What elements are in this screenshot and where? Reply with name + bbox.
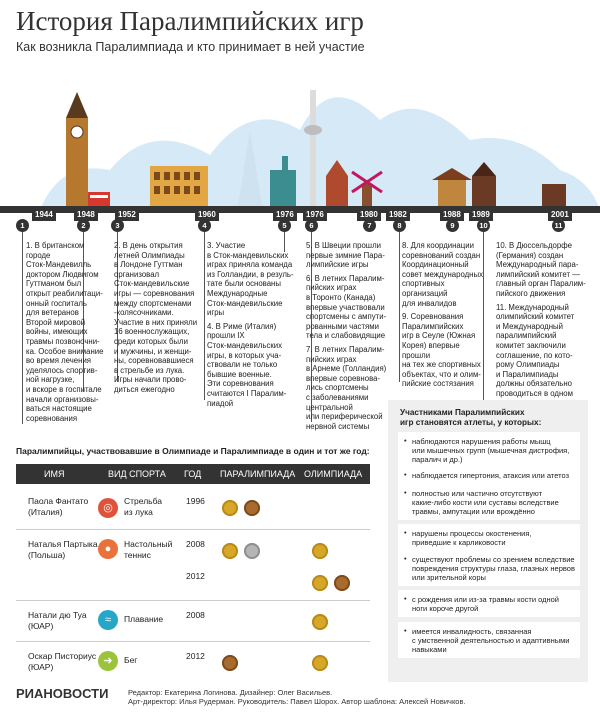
event-10: 10. В Дюссельдорфе (Германия) создан Международный пара- лимпийский комитет — главный орган Паралим- пийского движения 11. Международный олимпийский комитет и Международный паралимпийский комитет заключили соглашение, по кото- рому Олимпиады и Паралимпиады должны обязательно проводиться в одном — [496, 241, 586, 398]
col-olympics: ОЛИМПИАДА — [304, 469, 363, 479]
year-label: 1944 — [32, 209, 56, 221]
criteria-item: • имеется инвалидность, связанная с умственной деятельностью и адаптивными навыками — [398, 622, 580, 658]
criteria-item: • наблюдаются нарушения работы мышц или мышечных групп (мышечная дистрофия, паралич и др.) — [398, 432, 580, 468]
colosseum-icon — [150, 166, 208, 206]
gold-medal-icon — [222, 500, 238, 516]
bronze-medal-icon — [334, 575, 350, 591]
gold-medal-icon — [222, 543, 238, 559]
criteria-item: • существуют проблемы со зрением вследствие повреждения структуры глаза, глазных нервов или зрительной коры — [398, 550, 580, 586]
year-value: 2012 — [186, 571, 205, 581]
olympic-participation-icon — [312, 614, 328, 630]
criteria-item: • с рождения или из-за травмы кости одной ноги короче другой — [398, 590, 580, 617]
event-number: 9 — [446, 219, 459, 232]
table-title: Паралимпийцы, участвовавшие в Олимпиаде и Паралимпиаде в один и тот же год: — [16, 446, 370, 456]
table-row — [16, 602, 370, 642]
event-number: 6 — [305, 219, 318, 232]
athlete-name: Наталья Партыка (Польша) — [28, 539, 98, 560]
event-number: 5 — [278, 219, 291, 232]
year-label: 1988 — [440, 209, 464, 221]
london-bus-icon — [88, 192, 110, 206]
timeline-connector — [204, 232, 205, 400]
table-row — [16, 486, 370, 530]
year-value: 1996 — [186, 496, 205, 506]
sport-name: Бег — [124, 655, 138, 665]
criteria-item: • нарушены процессы окостенения, приведшие к карликовости — [398, 524, 580, 551]
event-number: 11 — [552, 219, 565, 232]
silver-medal-icon — [244, 543, 260, 559]
bronze-medal-icon — [222, 655, 238, 671]
year-label: 1952 — [115, 209, 139, 221]
year-label: 1960 — [195, 209, 219, 221]
criteria-item: • полностью или частично отсутствуют какие-либо кости или суставы вследствие травмы, ампутации или врождённо — [398, 484, 580, 520]
ria-novosti-logo: РИАНОВОСТИ — [16, 686, 109, 701]
olympic-participation-icon — [312, 575, 328, 591]
big-ben-icon — [66, 92, 88, 206]
sport-name: Настольный теннис — [124, 539, 173, 560]
credits: Редактор: Екатерина Логинова. Дизайнер: Олег Васильев. Арт-директор: Илья Рудерман. Руководитель: Павел Шорох. Автор шаблона: Алексей Новичков. — [128, 688, 466, 706]
swimming-icon: ≈ — [98, 610, 118, 630]
event-number: 8 — [393, 219, 406, 232]
col-year: ГОД — [184, 469, 202, 479]
year-label: 1980 — [357, 209, 381, 221]
criteria-item: • наблюдается гипертония, атаксия или атетоз — [398, 466, 580, 484]
event-number: 1 — [16, 219, 29, 232]
year-label: 1982 — [386, 209, 410, 221]
timeline-connector — [399, 232, 400, 382]
table-header — [16, 464, 370, 484]
athletes-criteria-box — [388, 400, 588, 682]
year-value: 2012 — [186, 651, 205, 661]
year-label: 1989 — [469, 209, 493, 221]
event-3: 3. Участие в Сток-мандевильских играх приняла команда из Голландии, в резуль- тате были основаны Международные Сток-мандевильские игры 4. В Риме (Италия) прошли IX Сток-мандевильских игры, в которых уча- ствовали не только бывшие военные. Эти соревнования считаются I Паралим- пиадой — [207, 241, 294, 408]
table-row — [16, 643, 370, 681]
timeline-connector — [22, 232, 23, 424]
sport-name: Плавание — [124, 614, 164, 624]
page-title: История Паралимпийских игр — [16, 6, 364, 36]
athlete-name: Паола Фантато (Италия) — [28, 496, 89, 517]
athlete-name: Натали дю Туа (ЮАР) — [28, 610, 87, 631]
event-number: 2 — [77, 219, 90, 232]
athlete-name: Оскар Писториус (ЮАР) — [28, 651, 97, 672]
sport-name: Стрельба из лука — [124, 496, 162, 517]
col-paralympics: ПАРАЛИМПИАДА — [220, 469, 296, 479]
table-tennis-icon: ● — [98, 539, 118, 559]
year-value: 2008 — [186, 539, 205, 549]
olympic-participation-icon — [312, 655, 328, 671]
year-label: 2001 — [548, 209, 572, 221]
event-5: 5. В Швеции прошли первые зимние Пара- лимпийские игры 6. В летних Паралим- пийских играх в Торонто (Канада) впервые участвовали спортсмены с ампути- рованными частями тела и слабовидящие 7. В летних Паралим- пийских играх в Арнеме (Голландия) впервые соревнова- лись спортсмены с заболеваниями центральной или периферической нервной системы — [306, 241, 387, 431]
col-name: ИМЯ — [44, 469, 65, 479]
olympic-participation-icon — [312, 543, 328, 559]
event-number: 3 — [111, 219, 124, 232]
col-sport: ВИД СПОРТА — [108, 469, 166, 479]
event-8: 8. Для координации соревнований создан Координационный совет международных спортивных организаций для инвалидов 9. Соревнования Паралимпийских игр в Сеуле (Южная Корея) впервые прошли на тех же спортивных объектах, что и олим- пийские состязания — [402, 241, 483, 389]
event-number: 10 — [477, 219, 490, 232]
archery-icon: ◎ — [98, 498, 118, 518]
event-number: 7 — [363, 219, 376, 232]
event-1: 1. В британском городе Сток-Мандевилль доктором Людвигом Гуттманом был открыт реабилитаци- онный госпиталь для ветеранов Второй мировой войны, имеющих травмы позвоночни- ка. Особое внимание во время лечения уделялось спортив- ной нагрузке, и вскоре в госпитале начали организовы- ваться настоящие соревнования — [26, 241, 104, 423]
year-value: 2008 — [186, 610, 205, 620]
year-label: 1976 — [273, 209, 297, 221]
page-subtitle: Как возникла Паралимпиада и кто принимает в ней участие — [16, 40, 365, 54]
year-label: 1948 — [74, 209, 98, 221]
skyline-illustration — [0, 60, 600, 210]
bronze-medal-icon — [244, 500, 260, 516]
event-number: 4 — [198, 219, 211, 232]
event-2: 2. В день открытия летней Олимпиады в Лондоне Гуттман организовал Сток-мандевильские игры — соревнования между спортсменами -колясочниками. Участие в них приняли 16 военнослужащих, среди которых были и мужчины, и женщи- ны, соревновавшиеся в стрельбе из лука. Игры начали прово- диться ежегодно — [114, 241, 198, 394]
running-icon: ➜ — [98, 651, 118, 671]
year-label: 1976 — [303, 209, 327, 221]
criteria-title: Участниками Паралимпийских игр становятся атлеты, у которых: — [400, 408, 542, 427]
table-row — [16, 531, 370, 601]
cloud-shape — [40, 97, 600, 210]
